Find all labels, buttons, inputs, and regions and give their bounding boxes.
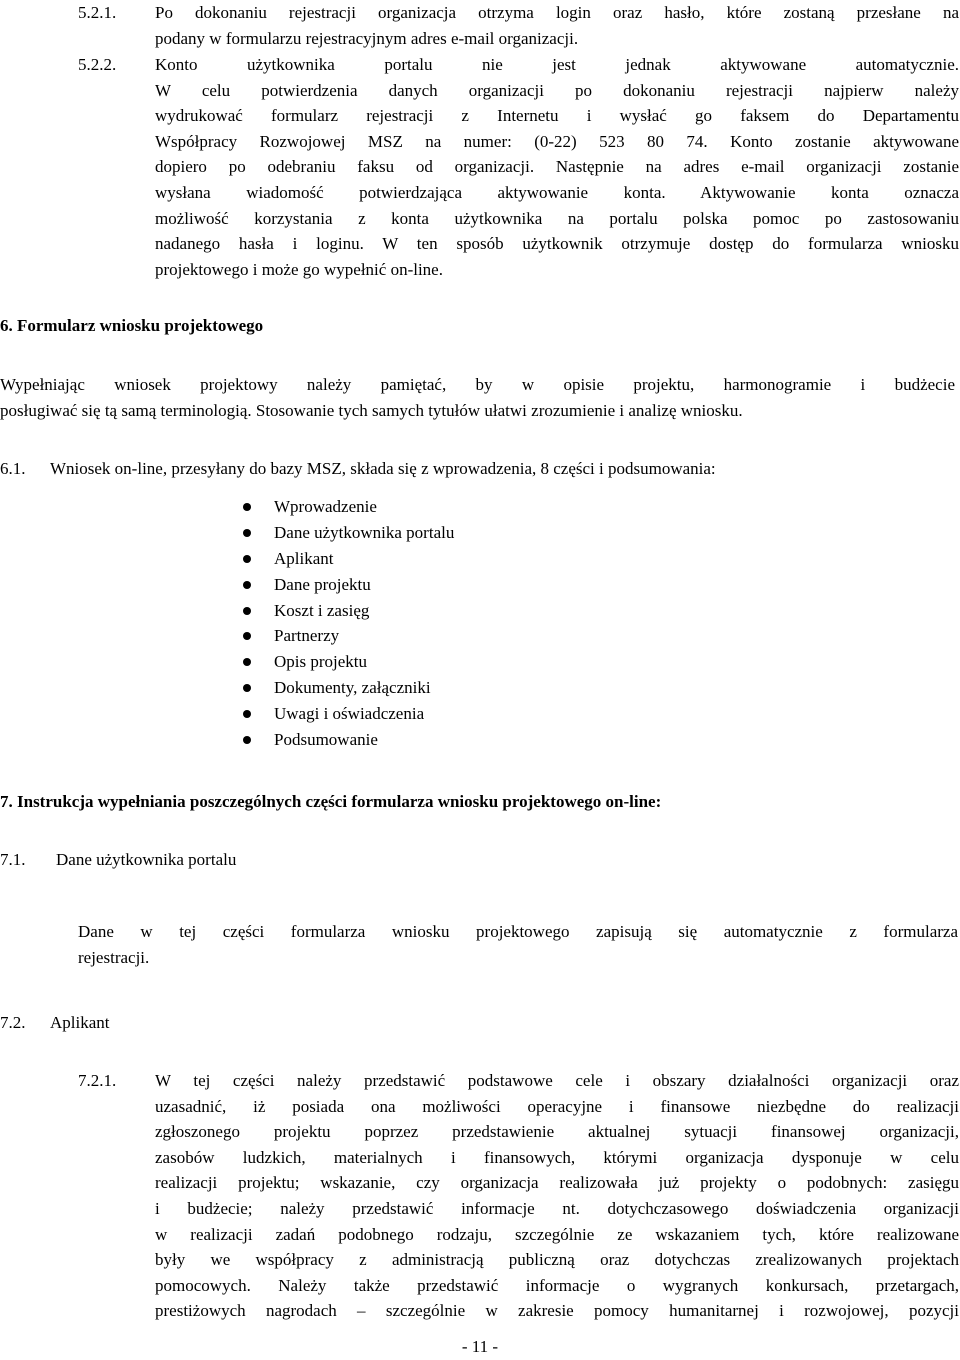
list-item: Aplikant	[243, 546, 454, 572]
bullet-icon	[243, 555, 251, 563]
bullet-icon	[243, 581, 251, 589]
section-6-1-text: Wniosek on-line, przesyłany do bazy MSZ, składa się z wprowadzenia, 8 części i podsumowania:	[50, 459, 716, 478]
list-item: Dane projektu	[243, 572, 454, 598]
text-line: dopiero po odebraniu faksu od organizacji. Następnie na adres e-mail organizacji zostanie	[155, 157, 959, 177]
section-7-2-1-text	[155, 1068, 959, 1324]
text-line: posługiwać się tą samą terminologią. Stosowanie tych samych tytułów ułatwi zrozumienie i analizę wniosku.	[0, 400, 743, 420]
section-7-2-title: Aplikant	[50, 1013, 110, 1032]
list-item: Dokumenty, załączniki	[243, 675, 454, 701]
page-number: - 11 -	[461, 1337, 499, 1356]
text-line: W celu potwierdzenia danych organizacji po dokonaniu rejestracji najpierw należy	[155, 80, 959, 100]
text-line: wysłana wiadomość potwierdzająca aktywowanie konta. Aktywowanie konta oznacza	[155, 182, 959, 202]
bullet-icon	[243, 658, 251, 666]
list-item: Podsumowanie	[243, 727, 454, 753]
text-line: Konto użytkownika portalu nie jest jednak aktywowane automatycznie.	[155, 55, 959, 74]
section-5-2-1-number: 5.2.1.	[78, 3, 117, 22]
list-item: Wprowadzenie	[243, 494, 454, 520]
text-line: uzasadnić, iż posiada ona możliwości operacyjne i finansowe niezbędne do realizacji	[155, 1096, 959, 1116]
list-item: Uwagi i oświadczenia	[243, 701, 454, 727]
text-line: wydrukować formularz rejestracji z Internetu i wysłać go faksem do Departamentu	[155, 106, 959, 126]
text-line: Współpracy Rozwojowej MSZ na numer: (0-22) 523 80 74. Konto zostanie aktywowane	[155, 131, 959, 151]
list-item: Opis projektu	[243, 649, 454, 675]
text-line: Dane w tej części formularza wniosku projektowego zapisują się automatycznie z formularza	[78, 922, 958, 941]
text-line: rejestracji.	[78, 947, 150, 967]
bullet-icon	[243, 529, 251, 537]
text-line: prestiżowych nagrodach – szczególnie w zakresie pomocy humanitarnej i rozwojowej, pozycji	[155, 1301, 959, 1321]
section-5-2-2-text	[155, 52, 959, 282]
section-7-1-paragraph	[78, 919, 958, 970]
section-7-1-title: Dane użytkownika portalu	[56, 850, 237, 869]
list-item: Koszt i zasięg	[243, 598, 454, 624]
section-5-2-2-number: 5.2.2.	[78, 55, 117, 74]
text-line: były we współpracy z administracją publiczną oraz dotychczas zrealizowanych projektach	[155, 1250, 959, 1270]
text-line: Po dokonaniu rejestracji organizacja otrzyma login oraz hasło, które zostaną przesłane na	[155, 3, 959, 22]
section-6-1-number: 6.1.	[0, 459, 26, 478]
text-line: możliwość korzystania z konta użytkownika na portalu polska pomoc po zastosowaniu	[155, 208, 959, 228]
text-line: projektowego i może go wypełnić on-line.	[155, 259, 443, 279]
bullet-icon	[243, 632, 251, 640]
text-line: zasobów ludzkich, materialnych i finansowych, którymi organizacja dysponuje w celu	[155, 1147, 959, 1167]
text-line: pomocowych. Należy także przedstawić informacje o wygranych konkursach, przetargach,	[155, 1275, 959, 1295]
heading-section-7: 7. Instrukcja wypełniania poszczególnych części formularza wniosku projektowego on-line:	[0, 792, 662, 811]
bullet-icon	[243, 684, 251, 692]
section-7-1-number: 7.1.	[0, 850, 26, 869]
section-7-2-1-number: 7.2.1.	[78, 1071, 117, 1090]
bullet-icon	[243, 710, 251, 718]
text-line: w realizacji zadań podobnego rodzaju, szczególnie ze wskazaniem tych, które realizowane	[155, 1224, 959, 1244]
text-line: realizacji projektu; wskazanie, czy organizacja realizowała już projekty o podobnych: zasięgu	[155, 1173, 959, 1193]
heading-section-6: 6. Formularz wniosku projektowego	[0, 316, 264, 335]
form-parts-list	[243, 494, 454, 753]
section-5-2-1-text	[155, 0, 959, 51]
text-line: i budżecie; należy przedstawić informacje nt. dotychczasowego doświadczenia organizacji	[155, 1198, 959, 1218]
bullet-icon	[243, 736, 251, 744]
text-line: nadanego hasła i loginu. W ten sposób użytkownik otrzymuje dostęp do formularza wniosku	[155, 234, 959, 254]
list-item: Dane użytkownika portalu	[243, 520, 454, 546]
bullet-icon	[243, 503, 251, 511]
text-line: podany w formularzu rejestracyjnym adres e-mail organizacji.	[155, 28, 579, 48]
text-line: Wypełniając wniosek projektowy należy pamiętać, by w opisie projektu, harmonogramie i budżecie	[0, 375, 955, 394]
text-line: W tej części należy przedstawić podstawowe cele i obszary działalności organizacji oraz	[155, 1071, 959, 1090]
bullet-icon	[243, 607, 251, 615]
text-line: zgłoszonego projektu poprzez przedstawienie aktualnej sytuacji finansowej organizacji,	[155, 1122, 959, 1142]
list-item: Partnerzy	[243, 623, 454, 649]
section-7-2-number: 7.2.	[0, 1013, 26, 1032]
section-6-paragraph	[0, 372, 955, 423]
